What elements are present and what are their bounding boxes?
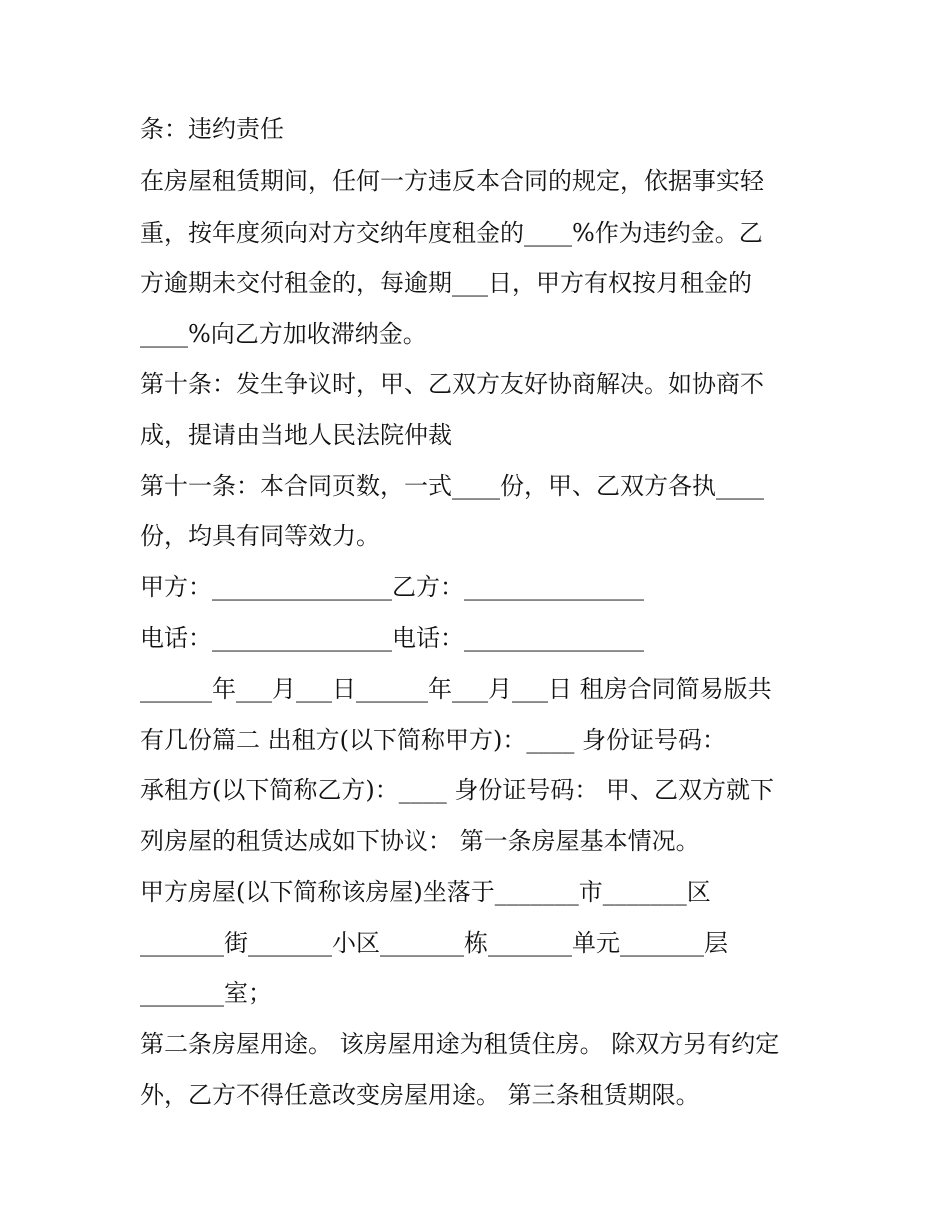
text-line: 第十一条：本合同页数，一式____份，甲、乙双方各执____ [140,472,764,500]
text-line: _______街_______小区_______栋_______单元_______层 [140,929,728,957]
text-line: 第二条房屋用途。 该房屋用途为租赁住房。 除双方另有约定 [140,1030,780,1058]
signature-line-parties: 甲方：_______________乙方：_______________ [140,573,644,601]
text-line: 在房屋租赁期间，任何一方违反本合同的规定，依据事实轻 [140,167,764,195]
text-line: 重，按年度须向对方交纳年度租金的____%作为违约金。乙 [140,219,763,247]
signature-line-phones: 电话：_______________电话：_______________ [140,624,644,652]
text-line: 份，均具有同等效力。 [140,522,380,550]
text-line: 方逾期未交付租金的，每逾期___日，甲方有权按月租金的 [140,269,752,297]
text-line: 有几份篇二 出租方(以下简称甲方)：____ 身份证号码： [140,726,726,754]
text-line: _______室； [140,979,272,1007]
text-line: 外，乙方不得任意改变房屋用途。 第三条租赁期限。 [140,1081,700,1109]
text-line: 第十条：发生争议时，甲、乙双方友好协商解决。如协商不 [140,370,764,398]
text-line: 条：违约责任 [140,115,284,143]
text-line: 成，提请由当地人民法院仲裁 [140,421,452,449]
date-line: ______年___月___日______年___月___日 租房合同简易版共 [140,675,772,703]
text-line: 承租方(以下简称乙方)：____ 身份证号码： 甲、乙双方就下 [140,776,774,804]
text-line: 列房屋的租赁达成如下协议： 第一条房屋基本情况。 [140,827,700,855]
text-line: 甲方房屋(以下简称该房屋)坐落于_______市_______区 [140,878,711,906]
text-line: ____%向乙方加收滞纳金。 [140,320,427,348]
